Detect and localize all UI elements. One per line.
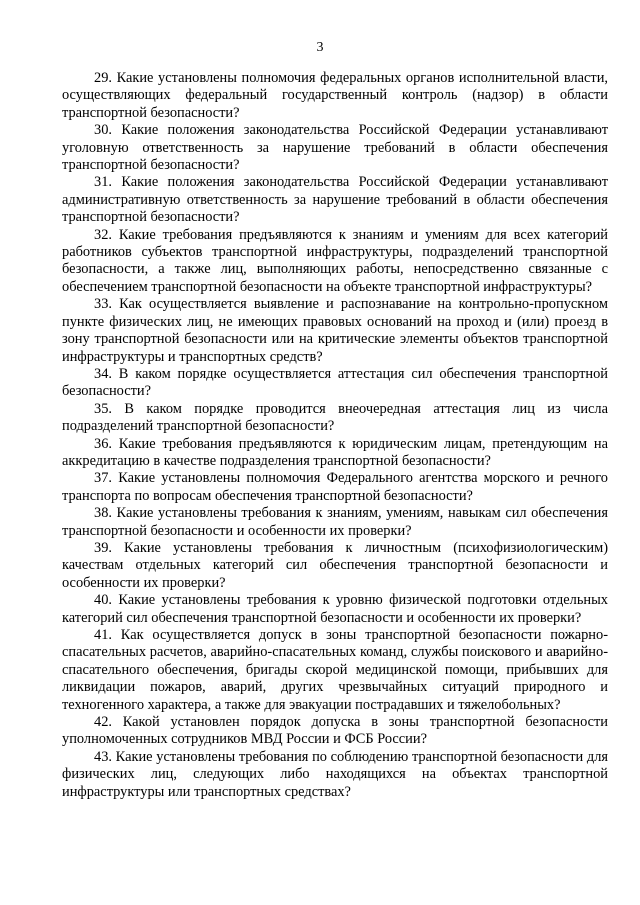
question-40: 40. Какие установлены требования к уровню физической подготовки отдельных категорий сил обеспечения транспортной безопасности и особенности их проверки? xyxy=(62,592,608,626)
question-43: 43. Какие установлены требования по соблюдению транспортной безопасности для физических лиц, следующих либо находящихся на объектах транспортной инфраструктуры или транспортных средствах? xyxy=(62,748,608,800)
question-38: 38. Какие установлены требования к знаниям, умениям, навыкам сил обеспечения транспортной безопасности и особенности их проверки? xyxy=(62,505,608,539)
page-number: 3 xyxy=(316,40,324,55)
question-35: 35. В каком порядке проводится внеочередная аттестация лиц из числа подразделений транспортной безопасности? xyxy=(62,400,608,435)
question-31: 31. Какие положения законодательства Российской Федерации устанавливают административную ответственность за нарушение требований в области обеспечения транспортной безопасности? xyxy=(62,174,608,226)
question-36: 36. Какие требования предъявляются к юридическим лицам, претендующим на аккредитацию в качестве подразделения транспортной безопасности? xyxy=(62,435,608,469)
question-33: 33. Как осуществляется выявление и распознавание на контрольно-пропускном пункте физических лиц, не имеющих правовых оснований на проход и (или) проезд в зону транспортной безопасности или на критические элементы объектов транспортной инфраструктуры и транспортных средств? xyxy=(62,296,608,365)
questions-list xyxy=(62,70,608,801)
question-39: 39. Какие установлены требования к личностным (психофизиологическим) качествам отдельных категорий сил обеспечения транспортной безопасности и особенности их проверки? xyxy=(62,539,608,591)
question-30: 30. Какие положения законодательства Российской Федерации устанавливают уголовную ответственность за нарушение требований в области обеспечения транспортной безопасности? xyxy=(62,122,608,174)
question-29: 29. Какие установлены полномочия федеральных органов исполнительной власти, осуществляющих федеральный государственный контроль (надзор) в области транспортной безопасности? xyxy=(62,70,608,121)
question-32: 32. Какие требования предъявляются к знаниям и умениям для всех категорий работников субъектов транспортной инфраструктуры, подразделений транспортной безопасности, а также лиц, выполняющих работы, непосредственно связанные с обеспечением транспортной безопасности на объекте транспортной инфраструктуры? xyxy=(62,226,608,295)
question-42: 42. Какой установлен порядок допуска в зоны транспортной безопасности уполномоченных сотрудников МВД России и ФСБ России? xyxy=(62,714,608,748)
question-34: 34. В каком порядке осуществляется аттестация сил обеспечения транспортной безопасности? xyxy=(62,365,608,400)
question-37: 37. Какие установлены полномочия Федерального агентства морского и речного транспорта по вопросам обеспечения транспортной безопасности? xyxy=(62,470,608,504)
question-41: 41. Как осуществляется допуск в зоны транспортной безопасности пожарно-спасательных расчетов, аварийно-спасательных команд, службы поискового и аварийно-спасательного обеспечения, бригады скорой медицинской помощи, прибывших для ликвидации пожаров, аварий, других чрезвычайных ситуаций природного и техногенного характера, а также для эвакуации пострадавших и тяжелобольных? xyxy=(62,627,608,713)
